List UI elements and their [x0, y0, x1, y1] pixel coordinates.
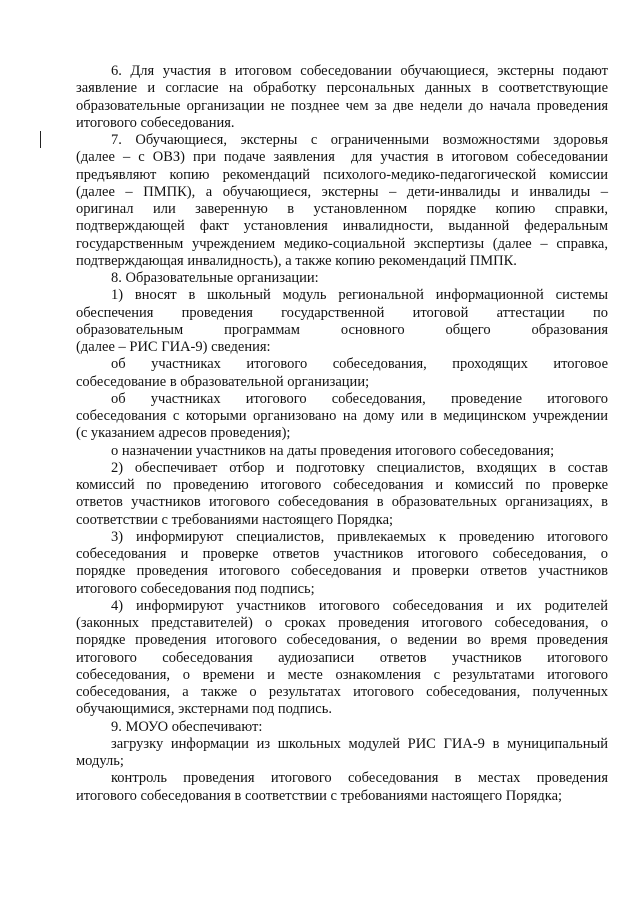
text-line: собеседования и проверке ответов участников итогового собеседования, о — [76, 546, 608, 562]
text-line: образовательные организации не позднее чем за две недели до начала проведения — [76, 97, 608, 114]
text-line: об участниках итогового собеседования, проведение итогового — [111, 390, 608, 407]
text-line: итогового собеседования в соответствии с требованиями настоящего Порядка; — [76, 787, 563, 804]
text-line: соответствии с требованиями настоящего Порядка; — [76, 511, 394, 528]
text-line: итогового собеседования. — [76, 114, 235, 131]
text-line: предъявляют копию рекомендаций психолого-медико-педагогической комиссии — [76, 166, 608, 183]
text-line: подтверждающей факт установления инвалидности, выданной федеральным — [76, 218, 608, 235]
text-line: 3) информируют специалистов, привлекаемых к проведению итогового — [111, 528, 608, 545]
text-line: государственным учреждением медико-социальной экспертизы (далее – справка, — [76, 235, 608, 252]
paragraph-9-item-b — [76, 770, 608, 805]
text-line: собеседования с которыми организовано на дому или в медицинском учреждении — [76, 408, 608, 424]
text-cursor — [40, 131, 41, 148]
paragraph-7 — [76, 132, 608, 270]
text-line: итогового собеседования под подпись; — [76, 580, 315, 597]
text-line: обеспечения проведения государственной итоговой аттестации по — [76, 304, 608, 321]
text-line: подтверждающая инвалидность), а также копию рекомендаций ПМПК. — [76, 252, 517, 269]
paragraph-9-item-a — [76, 736, 608, 771]
document-page — [76, 63, 608, 805]
text-line: об участниках итогового собеседования, проходящих итоговое — [111, 356, 608, 373]
text-line: обучающимися, экстернами под подпись. — [76, 701, 332, 718]
text-line: 9. МОУО обеспечивают: — [111, 718, 263, 735]
text-line: порядке проведения итогового собеседования и проверки ответов участников — [76, 563, 609, 580]
text-line: ответов участников итогового собеседования в образовательных организациях, в — [76, 494, 608, 511]
text-line: модуль; — [76, 753, 124, 769]
text-line: загрузку информации из школьных модулей РИС ГИА-9 в муниципальный — [111, 735, 608, 752]
text-line: образовательным программам основного общего образования — [76, 321, 608, 338]
text-line: оригинал или заверенную в установленном порядке копию справки, — [76, 201, 608, 217]
paragraph-8-item-2 — [76, 460, 608, 529]
paragraph-6 — [76, 63, 608, 132]
text-line: собеседование в образовательной организации; — [76, 373, 370, 390]
text-line: (далее – РИС ГИА-9) сведения: — [76, 339, 271, 355]
text-line: (с указанием адресов проведения); — [76, 425, 291, 442]
text-line: (далее – ПМПК), а обучающиеся, экстерны – дети-инвалиды и инвалиды – — [76, 183, 608, 200]
text-line: 4) информируют участников итогового собеседования и их родителей — [111, 597, 608, 614]
text-line: комиссий по проведению итогового собеседования и комиссий по проверке — [76, 477, 609, 493]
text-line: 1) вносят в школьный модуль региональной информационной системы — [111, 287, 608, 304]
paragraph-8-item-4 — [76, 598, 608, 719]
text-line: о назначении участников на даты проведения итогового собеседования; — [111, 442, 555, 459]
text-line: контроль проведения итогового собеседования в местах проведения — [111, 770, 608, 787]
text-line: (законных представителей) о сроках проведения итогового собеседования, о — [76, 615, 608, 631]
text-line: 8. Образовательные организации: — [111, 270, 319, 286]
text-line: 7. Обучающиеся, экстерны с ограниченными возможностями здоровья — [111, 132, 608, 148]
text-line: собеседования, а также о результатах итогового собеседования, полученных — [76, 684, 608, 700]
text-line: 2) обеспечивает отбор и подготовку специалистов, входящих в состав — [111, 459, 608, 476]
text-line: порядке проведения итогового собеседования, о ведении во время проведения — [76, 632, 608, 649]
text-line: заявление и согласие на обработку персональных данных в соответствующие — [76, 80, 608, 97]
paragraph-8-item-3 — [76, 529, 608, 598]
text-line: (далее – с ОВЗ) при подаче заявления для участия в итоговом собеседовании — [76, 149, 608, 166]
paragraph-8-item-1 — [76, 287, 608, 356]
paragraph-8-heading — [76, 270, 608, 287]
paragraph-8-item-1-sub-b — [76, 391, 608, 443]
paragraph-9-heading — [76, 719, 608, 736]
text-line: собеседования, о времени и месте ознакомления с результатами итогового — [76, 666, 608, 683]
text-line: 6. Для участия в итоговом собеседовании обучающиеся, экстерны подают — [111, 63, 608, 79]
text-line: итогового собеседования аудиозаписи ответов участников итогового — [76, 649, 608, 666]
paragraph-8-item-1-sub-a — [76, 356, 608, 391]
paragraph-8-item-1-sub-c — [76, 443, 608, 460]
